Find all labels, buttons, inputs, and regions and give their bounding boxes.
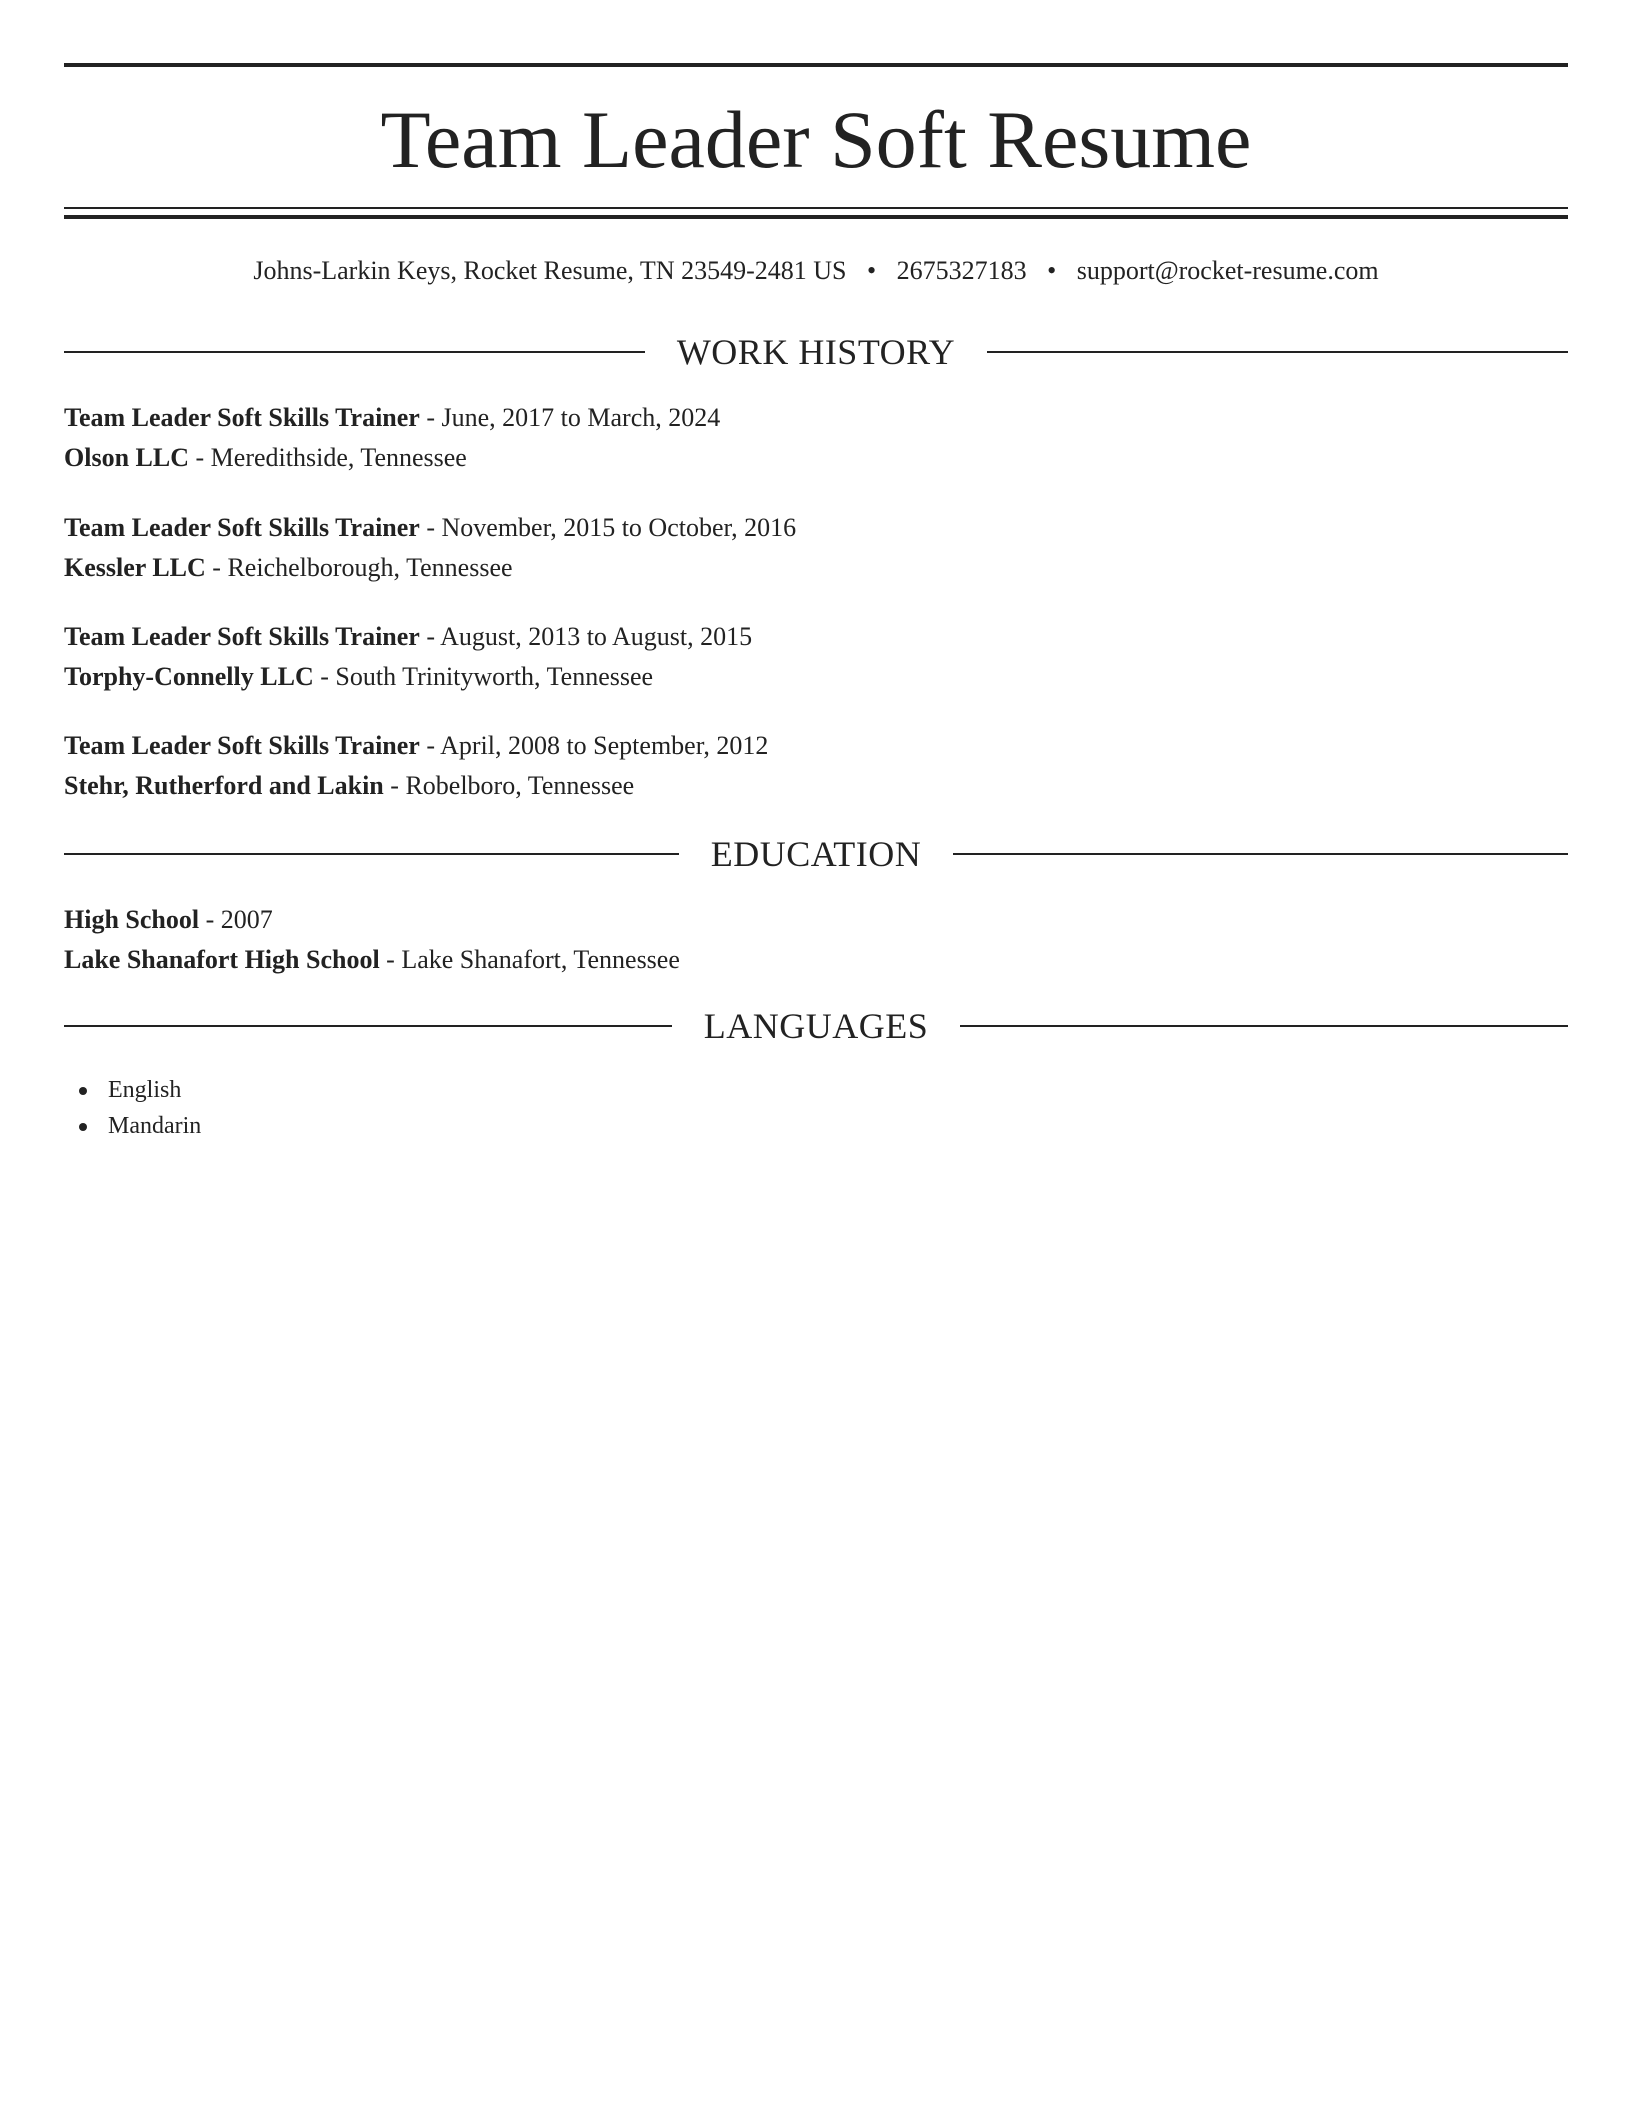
job-dates: November, 2015 to October, 2016 <box>441 513 797 542</box>
contact-phone: 2675327183 <box>896 256 1027 285</box>
heading-rule-right <box>960 1025 1568 1027</box>
dash: - <box>383 771 406 800</box>
job-dates: August, 2013 to August, 2015 <box>440 622 753 651</box>
bullet-icon <box>79 1123 87 1131</box>
heading-rule-left <box>64 351 645 353</box>
title-rule-thick <box>64 215 1568 219</box>
section-title: LANGUAGES <box>703 1006 929 1046</box>
job-title: Team Leader Soft Skills Trainer <box>64 731 420 760</box>
list-item <box>64 1072 201 1108</box>
education-degree-row <box>64 900 1568 940</box>
school-name: Lake Shanafort High School <box>64 945 380 974</box>
graduation-year: 2007 <box>220 905 273 934</box>
education-school-row <box>64 940 1568 980</box>
heading-rule-left <box>64 1025 672 1027</box>
top-rule <box>64 63 1568 67</box>
dash: - <box>379 945 402 974</box>
job-title: Team Leader Soft Skills Trainer <box>64 513 420 542</box>
section-heading-languages <box>64 1001 1568 1051</box>
section-title: WORK HISTORY <box>676 332 956 372</box>
employer: Torphy-Connelly LLC <box>64 662 314 691</box>
contact-separator: • <box>1047 256 1057 285</box>
dash: - <box>419 513 442 542</box>
dash: - <box>419 403 442 432</box>
work-entry-title-row <box>64 617 1568 657</box>
resume-title: Team Leader Soft Resume <box>380 94 1252 185</box>
heading-rule-left <box>64 853 679 855</box>
heading-rule-right <box>987 351 1568 353</box>
work-entry-title-row <box>64 726 1568 766</box>
dash: - <box>205 553 228 582</box>
work-entry-employer-row <box>64 657 1568 697</box>
dash: - <box>189 443 211 472</box>
contact-line <box>64 252 1568 290</box>
section-title: EDUCATION <box>710 834 922 874</box>
section-heading-education <box>64 829 1568 879</box>
languages-list <box>64 1072 201 1144</box>
work-entry <box>64 726 1568 806</box>
heading-rule-right <box>953 853 1568 855</box>
title-rule-thin <box>64 207 1568 209</box>
employer: Kessler LLC <box>64 553 206 582</box>
language-name: Mandarin <box>108 1113 202 1139</box>
education-entry <box>64 900 1568 980</box>
list-item <box>64 1108 201 1144</box>
job-location: Meredithside, Tennessee <box>210 443 467 472</box>
contact-email: support@rocket-resume.com <box>1076 256 1379 285</box>
language-name: English <box>108 1077 182 1103</box>
dash: - <box>199 905 221 934</box>
job-location: South Trinityworth, Tennessee <box>335 662 654 691</box>
section-heading-work-history <box>64 327 1568 377</box>
work-entry <box>64 617 1568 697</box>
bullet-icon <box>79 1087 87 1095</box>
employer: Olson LLC <box>64 443 189 472</box>
job-dates: June, 2017 to March, 2024 <box>441 403 721 432</box>
degree: High School <box>64 905 200 934</box>
school-location: Lake Shanafort, Tennessee <box>401 945 680 974</box>
job-dates: April, 2008 to September, 2012 <box>440 731 769 760</box>
work-entry-title-row <box>64 398 1568 438</box>
job-location: Reichelborough, Tennessee <box>227 553 513 582</box>
job-title: Team Leader Soft Skills Trainer <box>64 403 420 432</box>
dash: - <box>419 731 441 760</box>
contact-separator: • <box>866 256 877 285</box>
dash: - <box>313 662 336 691</box>
work-entry-employer-row <box>64 766 1568 806</box>
job-title: Team Leader Soft Skills Trainer <box>64 622 420 651</box>
work-entry-employer-row <box>64 438 1568 478</box>
work-entry <box>64 398 1568 478</box>
work-entry <box>64 508 1568 588</box>
dash: - <box>419 622 441 651</box>
work-entry-employer-row <box>64 548 1568 588</box>
employer: Stehr, Rutherford and Lakin <box>64 771 384 800</box>
contact-address: Johns-Larkin Keys, Rocket Resume, TN 23549-2481 US <box>253 256 847 285</box>
job-location: Robelboro, Tennessee <box>405 771 635 800</box>
work-entry-title-row <box>64 508 1568 548</box>
